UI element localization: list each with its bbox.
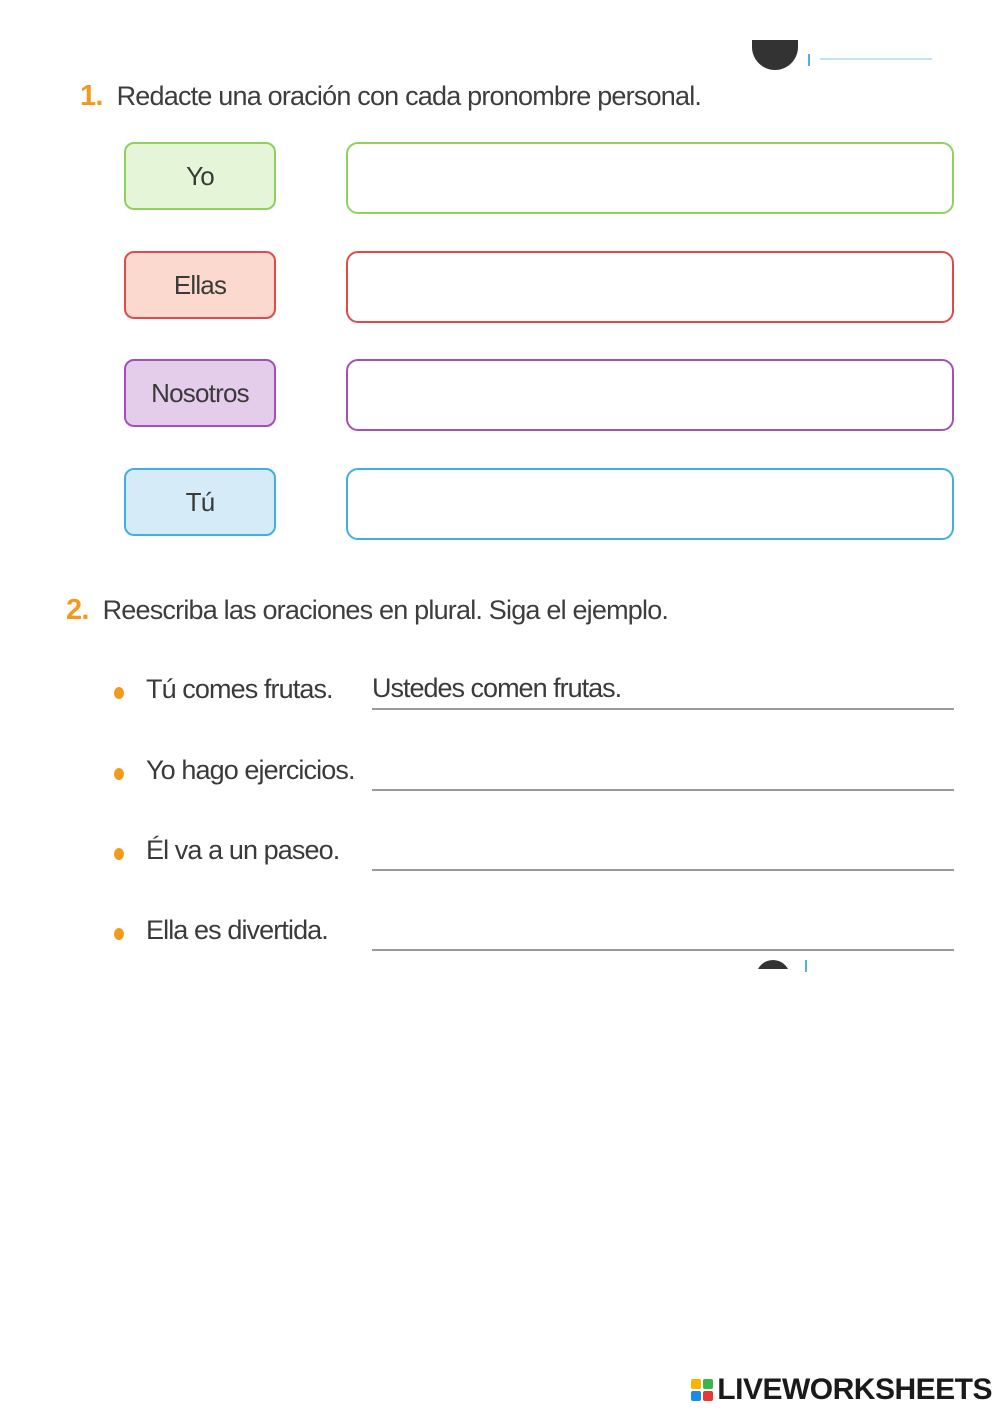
decorative-dash-top (820, 58, 932, 60)
bullet-icon (114, 848, 124, 860)
rewrite-item (110, 674, 970, 724)
liveworksheets-brand (691, 1373, 992, 1407)
plural-answer-input[interactable] (372, 749, 954, 791)
rewrite-item (110, 835, 970, 885)
brand-name: LIVEWORKSHEETS (717, 1373, 992, 1406)
decorative-tab-top (752, 40, 798, 70)
rewrite-item (110, 915, 970, 965)
rewrite-item (110, 755, 970, 805)
pronoun-box-tu: Tú (124, 468, 276, 536)
plural-answer-input[interactable] (372, 909, 954, 951)
bullet-icon (114, 928, 124, 940)
sentence-input-nosotros[interactable] (346, 359, 954, 431)
logo-cell (703, 1379, 713, 1389)
logo-cell (691, 1379, 701, 1389)
original-sentence: Tú comes frutas. (146, 674, 333, 704)
original-sentence: Ella es divertida. (146, 915, 328, 945)
liveworksheets-logo-icon (691, 1379, 713, 1401)
exercise-1-instruction: Redacte una oración con cada pronombre personal. (116, 81, 702, 111)
plural-answer-input[interactable] (372, 829, 954, 871)
bullet-icon (114, 687, 124, 699)
exercise-2-instruction: Reescriba las oraciones en plural. Siga el ejemplo. (102, 595, 669, 625)
sentence-input-ellas[interactable] (346, 251, 954, 323)
decorative-line-top (808, 54, 810, 66)
logo-cell (691, 1391, 701, 1401)
bullet-icon (114, 768, 124, 780)
plural-answer-input[interactable] (372, 668, 954, 710)
exercise-1-title (80, 80, 701, 113)
pronoun-box-yo: Yo (124, 142, 276, 210)
sentence-input-yo[interactable] (346, 142, 954, 214)
pronoun-box-ellas: Ellas (124, 251, 276, 319)
sentence-input-tu[interactable] (346, 468, 954, 540)
decorative-line-bottom (805, 960, 807, 972)
exercise-2-title (66, 594, 668, 627)
exercise-2-number: 2. (66, 594, 89, 626)
original-sentence: Yo hago ejercicios. (146, 755, 355, 785)
original-sentence: Él va a un paseo. (146, 835, 340, 865)
pronoun-box-nosotros: Nosotros (124, 359, 276, 427)
exercise-1-number: 1. (80, 80, 103, 112)
logo-cell (703, 1391, 713, 1401)
